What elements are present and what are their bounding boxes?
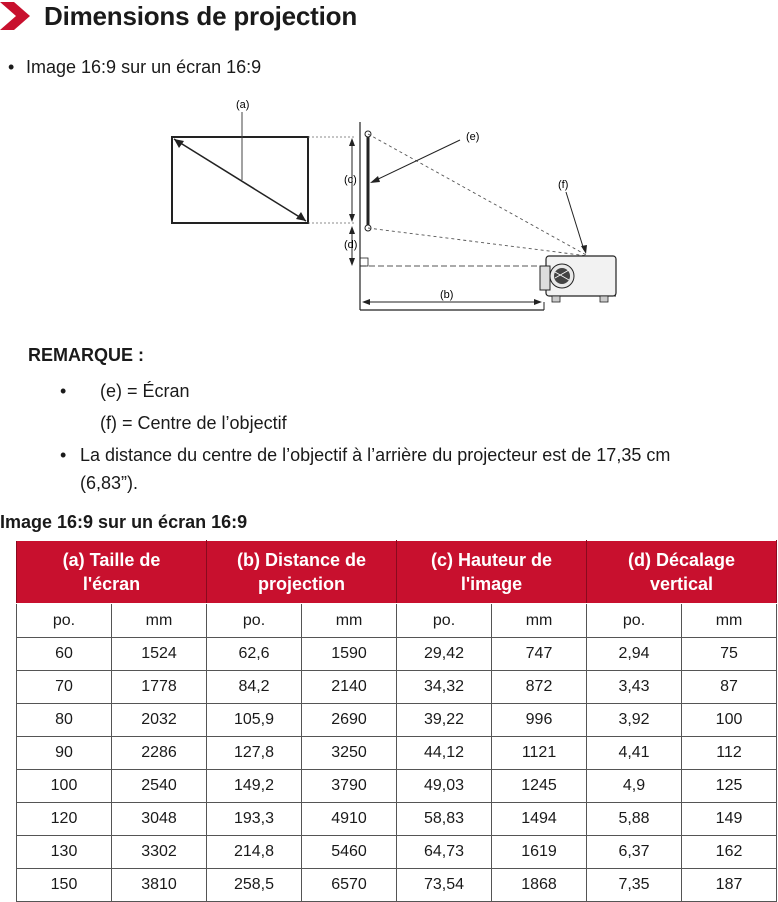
- table-cell: 2,94: [587, 638, 682, 671]
- table-cell: 84,2: [207, 671, 302, 704]
- table-cell: 39,22: [397, 704, 492, 737]
- label-c: (c): [344, 174, 357, 186]
- label-f: (f): [558, 179, 569, 191]
- table-cell: 1524: [112, 638, 207, 671]
- table-cell: 112: [682, 737, 777, 770]
- bullet-dot: •: [60, 445, 67, 465]
- table-cell: 2286: [112, 737, 207, 770]
- chevron-right-icon: [0, 2, 34, 30]
- table-cell: 73,54: [397, 869, 492, 902]
- note-item-2-text: (f) = Centre de l’objectif: [100, 413, 287, 433]
- note-item-3-line1: La distance du centre de l’objectif à l’arrière du projecteur est de 17,35 cm: [80, 445, 671, 465]
- table-cell: 34,32: [397, 671, 492, 704]
- table-cell: 3250: [302, 737, 397, 770]
- table-cell: 80: [17, 704, 112, 737]
- header-vertical-offset: (d) Décalage vertical: [587, 541, 777, 604]
- table-cell: 125: [682, 770, 777, 803]
- table-cell: 7,35: [587, 869, 682, 902]
- table-row: [17, 869, 777, 902]
- table-cell: 5,88: [587, 803, 682, 836]
- notes-heading: REMARQUE :: [28, 345, 144, 365]
- table-cell: 4,9: [587, 770, 682, 803]
- table-cell: 258,5: [207, 869, 302, 902]
- label-a: (a): [236, 99, 250, 111]
- table-cell: 2540: [112, 770, 207, 803]
- table-cell: 3048: [112, 803, 207, 836]
- unit-cell: mm: [492, 604, 587, 638]
- table-cell: 105,9: [207, 704, 302, 737]
- table-cell: 1619: [492, 836, 587, 869]
- table-row: [17, 704, 777, 737]
- unit-cell: po.: [587, 604, 682, 638]
- table-row: [17, 770, 777, 803]
- table-cell: 162: [682, 836, 777, 869]
- table-cell: 100: [682, 704, 777, 737]
- table-cell: 6570: [302, 869, 397, 902]
- table-row: [17, 737, 777, 770]
- table-cell: 58,83: [397, 803, 492, 836]
- table-cell: 3302: [112, 836, 207, 869]
- unit-cell: mm: [682, 604, 777, 638]
- table-row: [17, 671, 777, 704]
- bullet-dot: •: [60, 381, 67, 401]
- header-screen-size: (a) Taille de l'écran: [17, 541, 207, 604]
- header-projection-distance: (b) Distance de projection: [207, 541, 397, 604]
- table-cell: 747: [492, 638, 587, 671]
- table-cell: 1121: [492, 737, 587, 770]
- intro-bullet-text: Image 16:9 sur un écran 16:9: [26, 57, 262, 77]
- note-item-1: [60, 378, 190, 404]
- table-cell: 29,42: [397, 638, 492, 671]
- note-item-1-text: (e) = Écran: [100, 381, 190, 401]
- table-cell: 60: [17, 638, 112, 671]
- table-cell: 3,43: [587, 671, 682, 704]
- table-cell: 87: [682, 671, 777, 704]
- table-cell: 100: [17, 770, 112, 803]
- unit-cell: mm: [112, 604, 207, 638]
- table-cell: 6,37: [587, 836, 682, 869]
- table-cell: 4,41: [587, 737, 682, 770]
- projector-illustration: [540, 256, 616, 310]
- table-cell: 49,03: [397, 770, 492, 803]
- table-cell: 70: [17, 671, 112, 704]
- unit-cell: po.: [207, 604, 302, 638]
- table-title: Image 16:9 sur un écran 16:9: [0, 512, 248, 532]
- projection-diagram: [160, 92, 620, 322]
- header-image-height: (c) Hauteur de l'image: [397, 541, 587, 604]
- table-cell: 2140: [302, 671, 397, 704]
- table-cell: 120: [17, 803, 112, 836]
- table-cell: 996: [492, 704, 587, 737]
- table-cell: 187: [682, 869, 777, 902]
- table-cell: 214,8: [207, 836, 302, 869]
- table-row: [17, 836, 777, 869]
- table-cell: 90: [17, 737, 112, 770]
- note-item-3-line2: (6,83”).: [80, 473, 139, 493]
- table-cell: 149: [682, 803, 777, 836]
- label-b: (b): [440, 289, 454, 301]
- note-item-3: [60, 442, 776, 493]
- table-cell: 64,73: [397, 836, 492, 869]
- screen-illustration: [172, 112, 308, 223]
- table-cell: 2690: [302, 704, 397, 737]
- unit-cell: po.: [17, 604, 112, 638]
- bullet-dot: •: [8, 57, 15, 77]
- table-header-row: [17, 541, 777, 604]
- table-cell: 44,12: [397, 737, 492, 770]
- table-cell: 3810: [112, 869, 207, 902]
- unit-cell: mm: [302, 604, 397, 638]
- table-cell: 127,8: [207, 737, 302, 770]
- unit-cell: po.: [397, 604, 492, 638]
- table-cell: 130: [17, 836, 112, 869]
- label-e: (e): [466, 131, 480, 143]
- table-row: [17, 638, 777, 671]
- table-cell: 149,2: [207, 770, 302, 803]
- table-cell: 1245: [492, 770, 587, 803]
- units-row: [17, 604, 777, 638]
- table-cell: 4910: [302, 803, 397, 836]
- table-cell: 3,92: [587, 704, 682, 737]
- section-heading: [0, 0, 778, 34]
- table-cell: 3790: [302, 770, 397, 803]
- table-row: [17, 803, 777, 836]
- table-cell: 75: [682, 638, 777, 671]
- page-title: Dimensions de projection: [44, 1, 358, 31]
- table-cell: 193,3: [207, 803, 302, 836]
- table-cell: 150: [17, 869, 112, 902]
- table-cell: 872: [492, 671, 587, 704]
- table-cell: 2032: [112, 704, 207, 737]
- table-cell: 1494: [492, 803, 587, 836]
- table-cell: 1778: [112, 671, 207, 704]
- label-d: (d): [344, 239, 358, 251]
- table-cell: 5460: [302, 836, 397, 869]
- table-cell: 62,6: [207, 638, 302, 671]
- projection-table: [16, 540, 777, 902]
- table-cell: 1590: [302, 638, 397, 671]
- table-cell: 1868: [492, 869, 587, 902]
